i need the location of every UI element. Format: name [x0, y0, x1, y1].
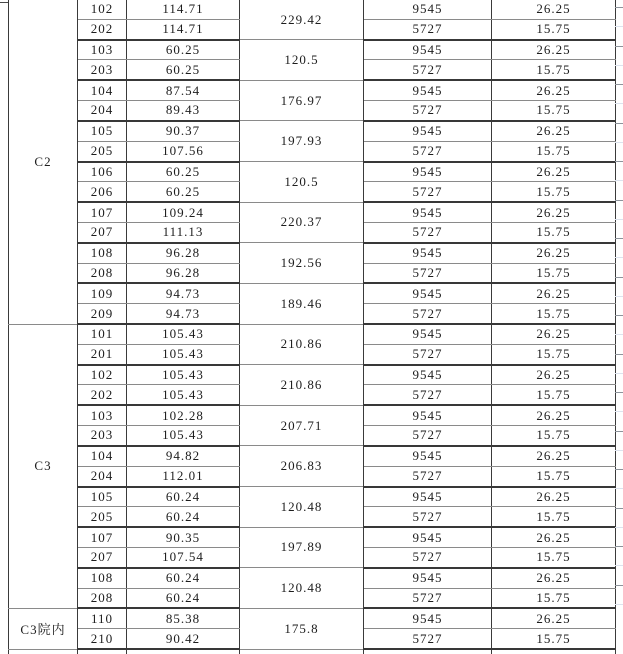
rate-large-cell[interactable]: 9545	[364, 446, 492, 466]
rate-small-cell[interactable]: 15.75	[492, 426, 616, 446]
gridline-stub	[615, 65, 623, 66]
rate-large-cell[interactable]: 9545	[364, 202, 492, 222]
area-cell[interactable]: 60.25	[127, 60, 240, 80]
pair-total-cell[interactable]: 229.42	[240, 0, 364, 40]
rate-small-cell[interactable]: 26.25	[492, 608, 616, 628]
area-cell[interactable]: 85.38	[127, 608, 240, 628]
gridline-stub	[615, 527, 623, 528]
rate-large-cell[interactable]: 5727	[364, 222, 492, 242]
rate-small-cell[interactable]: 15.75	[492, 141, 616, 161]
empty-cell[interactable]	[9, 649, 78, 654]
room-number-cell[interactable]: 207	[78, 222, 127, 242]
rate-large-cell[interactable]: 5727	[364, 19, 492, 39]
area-cell[interactable]: 90.35	[127, 527, 240, 547]
area-cell[interactable]: 94.82	[127, 446, 240, 466]
room-number-cell[interactable]: 208	[78, 588, 127, 608]
room-number-cell[interactable]: 201	[78, 344, 127, 364]
empty-cell[interactable]	[364, 649, 492, 654]
pair-total-cell[interactable]: 207.71	[240, 405, 364, 446]
block-label-cell[interactable]: C3	[9, 324, 78, 608]
pair-total-cell[interactable]: 120.48	[240, 487, 364, 528]
rate-small-cell[interactable]: 15.75	[492, 19, 616, 39]
rate-large-cell[interactable]: 5727	[364, 426, 492, 446]
gridline-stub	[615, 488, 623, 489]
empty-cell[interactable]	[240, 649, 364, 654]
rate-small-cell[interactable]: 15.75	[492, 182, 616, 202]
room-number-cell[interactable]: 103	[78, 405, 127, 425]
rate-small-cell[interactable]: 15.75	[492, 385, 616, 405]
rate-small-cell[interactable]: 15.75	[492, 507, 616, 527]
room-number-cell[interactable]: 206	[78, 182, 127, 202]
gridline-stub	[615, 161, 623, 162]
room-number-cell[interactable]: 204	[78, 101, 127, 121]
table-row	[9, 202, 616, 222]
rate-large-cell[interactable]: 5727	[364, 385, 492, 405]
area-cell[interactable]: 89.43	[127, 101, 240, 121]
gridline-stub	[615, 84, 623, 85]
rate-small-cell[interactable]: 26.25	[492, 162, 616, 182]
room-number-cell[interactable]: 104	[78, 80, 127, 100]
room-number-cell[interactable]: 108	[78, 568, 127, 588]
gridline-stub	[615, 315, 623, 316]
gridline-stub	[615, 180, 623, 181]
rate-large-cell[interactable]: 5727	[364, 344, 492, 364]
rate-small-cell[interactable]: 15.75	[492, 466, 616, 486]
room-number-cell[interactable]: 102	[78, 0, 127, 19]
rate-large-cell[interactable]: 9545	[364, 527, 492, 547]
rate-large-cell[interactable]: 5727	[364, 588, 492, 608]
pair-total-cell[interactable]: 175.8	[240, 608, 364, 649]
empty-cell[interactable]	[492, 649, 616, 654]
rate-small-cell[interactable]: 26.25	[492, 365, 616, 385]
rate-small-cell[interactable]: 15.75	[492, 222, 616, 242]
table-row	[9, 568, 616, 588]
room-number-cell[interactable]: 108	[78, 243, 127, 263]
room-number-cell[interactable]: 103	[78, 40, 127, 60]
pair-total-cell[interactable]: 120.48	[240, 568, 364, 609]
rate-small-cell[interactable]: 26.25	[492, 0, 616, 19]
rate-large-cell[interactable]: 5727	[364, 507, 492, 527]
partial-cropped-row	[9, 649, 616, 654]
rate-large-cell[interactable]: 9545	[364, 365, 492, 385]
rate-large-cell[interactable]: 5727	[364, 466, 492, 486]
area-cell[interactable]: 112.01	[127, 466, 240, 486]
pair-total-cell[interactable]: 210.86	[240, 365, 364, 406]
rate-small-cell[interactable]: 26.25	[492, 405, 616, 425]
rate-small-cell[interactable]: 15.75	[492, 263, 616, 283]
area-cell[interactable]: 90.37	[127, 121, 240, 141]
room-number-cell[interactable]: 204	[78, 466, 127, 486]
table-row	[9, 243, 616, 263]
gridline-stub	[615, 123, 623, 124]
room-number-cell[interactable]: 205	[78, 141, 127, 161]
room-number-cell[interactable]: 210	[78, 629, 127, 649]
rate-small-cell[interactable]: 15.75	[492, 588, 616, 608]
room-number-cell[interactable]: 203	[78, 60, 127, 80]
area-cell[interactable]: 60.24	[127, 487, 240, 507]
gridline-stub	[615, 469, 623, 470]
room-number-cell[interactable]: 202	[78, 385, 127, 405]
gridline-stub	[615, 277, 623, 278]
room-number-cell[interactable]: 205	[78, 507, 127, 527]
gridline-stub	[615, 546, 623, 547]
gridline-stub	[615, 354, 623, 355]
pair-total-cell[interactable]: 120.5	[240, 162, 364, 203]
table-row	[9, 121, 616, 141]
rate-small-cell[interactable]: 15.75	[492, 629, 616, 649]
rate-large-cell[interactable]: 5727	[364, 182, 492, 202]
area-cell[interactable]: 109.24	[127, 202, 240, 222]
pair-total-cell[interactable]: 192.56	[240, 243, 364, 284]
table-row	[9, 80, 616, 100]
gridline-stub	[615, 450, 623, 451]
area-cell[interactable]: 105.43	[127, 426, 240, 446]
room-number-cell[interactable]: 105	[78, 487, 127, 507]
area-cell[interactable]: 96.28	[127, 263, 240, 283]
area-cell[interactable]: 105.43	[127, 365, 240, 385]
rate-small-cell[interactable]: 26.25	[492, 568, 616, 588]
table-row	[9, 162, 616, 182]
rate-small-cell[interactable]: 15.75	[492, 344, 616, 364]
gridline-stub	[615, 585, 623, 586]
room-number-cell[interactable]: 202	[78, 19, 127, 39]
gridline-stub	[615, 257, 623, 258]
pair-total-cell[interactable]: 120.5	[240, 40, 364, 81]
pair-total-cell[interactable]: 206.83	[240, 446, 364, 487]
rate-small-cell[interactable]: 15.75	[492, 101, 616, 121]
rate-small-cell[interactable]: 26.25	[492, 283, 616, 303]
area-cell[interactable]: 107.54	[127, 547, 240, 567]
area-cell[interactable]: 107.56	[127, 141, 240, 161]
gridline-stub	[615, 392, 623, 393]
area-cell[interactable]: 60.24	[127, 568, 240, 588]
rate-large-cell[interactable]: 9545	[364, 324, 492, 344]
gridline-stub	[615, 604, 623, 605]
table-row	[9, 283, 616, 303]
room-number-cell[interactable]: 208	[78, 263, 127, 283]
rate-small-cell[interactable]: 15.75	[492, 60, 616, 80]
gridline-stub	[615, 7, 623, 8]
gridline-stub	[615, 565, 623, 566]
empty-cell[interactable]	[127, 649, 240, 654]
gridline-stub	[615, 373, 623, 374]
gridline-stub	[615, 219, 623, 220]
pair-total-cell[interactable]: 210.86	[240, 324, 364, 365]
room-number-cell[interactable]: 105	[78, 121, 127, 141]
rate-large-cell[interactable]: 9545	[364, 80, 492, 100]
block-label-cell[interactable]: C3院内	[9, 608, 78, 649]
room-number-cell[interactable]: 209	[78, 304, 127, 324]
area-cell[interactable]: 60.25	[127, 162, 240, 182]
gridline-stub	[615, 200, 623, 201]
table-row	[9, 446, 616, 466]
rate-small-cell[interactable]: 26.25	[492, 324, 616, 344]
area-cell[interactable]: 114.71	[127, 19, 240, 39]
area-cell[interactable]: 111.13	[127, 222, 240, 242]
gridline-stub	[615, 46, 623, 47]
rate-large-cell[interactable]: 9545	[364, 568, 492, 588]
rate-small-cell[interactable]: 26.25	[492, 121, 616, 141]
pair-total-cell[interactable]: 197.89	[240, 527, 364, 568]
gridline-stub	[615, 334, 623, 335]
area-cell[interactable]: 94.73	[127, 304, 240, 324]
rate-large-cell[interactable]: 9545	[364, 608, 492, 628]
room-number-cell[interactable]: 207	[78, 547, 127, 567]
sheet-gridline-stubs	[615, 0, 623, 611]
gridline-stub	[615, 296, 623, 297]
area-cell[interactable]: 60.25	[127, 40, 240, 60]
rate-small-cell[interactable]: 26.25	[492, 202, 616, 222]
area-cell[interactable]: 105.43	[127, 324, 240, 344]
area-cell[interactable]: 94.73	[127, 283, 240, 303]
rate-large-cell[interactable]: 5727	[364, 304, 492, 324]
rate-small-cell[interactable]: 26.25	[492, 243, 616, 263]
rate-small-cell[interactable]: 26.25	[492, 487, 616, 507]
table-row	[9, 608, 616, 628]
area-cell[interactable]: 60.24	[127, 588, 240, 608]
area-cell[interactable]: 114.71	[127, 0, 240, 19]
room-number-cell[interactable]: 203	[78, 426, 127, 446]
area-cell[interactable]: 90.42	[127, 629, 240, 649]
room-number-cell[interactable]: 109	[78, 283, 127, 303]
rate-large-cell[interactable]: 9545	[364, 487, 492, 507]
rate-large-cell[interactable]: 9545	[364, 283, 492, 303]
rate-large-cell[interactable]: 5727	[364, 101, 492, 121]
gridline-stub	[615, 26, 623, 27]
area-cell[interactable]: 105.43	[127, 344, 240, 364]
room-number-cell[interactable]: 104	[78, 446, 127, 466]
rate-large-cell[interactable]: 9545	[364, 405, 492, 425]
room-number-cell[interactable]: 110	[78, 608, 127, 628]
rate-small-cell[interactable]: 26.25	[492, 40, 616, 60]
room-number-cell[interactable]: 107	[78, 202, 127, 222]
area-cell[interactable]: 105.43	[127, 385, 240, 405]
table-row	[9, 0, 616, 19]
rate-large-cell[interactable]: 5727	[364, 141, 492, 161]
gridline-stub	[615, 508, 623, 509]
area-cell[interactable]: 87.54	[127, 80, 240, 100]
gridline-stub	[615, 142, 623, 143]
area-cell[interactable]: 60.25	[127, 182, 240, 202]
empty-cell[interactable]	[78, 649, 127, 654]
rate-large-cell[interactable]: 5727	[364, 629, 492, 649]
area-cell[interactable]: 96.28	[127, 243, 240, 263]
room-number-cell[interactable]: 106	[78, 162, 127, 182]
rate-large-cell[interactable]: 5727	[364, 60, 492, 80]
rate-large-cell[interactable]: 5727	[364, 263, 492, 283]
table-row	[9, 365, 616, 385]
table-row	[9, 324, 616, 344]
pair-total-cell[interactable]: 176.97	[240, 80, 364, 121]
rate-large-cell[interactable]: 9545	[364, 243, 492, 263]
room-number-cell[interactable]: 107	[78, 527, 127, 547]
rate-small-cell[interactable]: 15.75	[492, 304, 616, 324]
data-table	[8, 0, 616, 654]
gridline-stub	[615, 103, 623, 104]
room-number-cell[interactable]: 102	[78, 365, 127, 385]
area-cell[interactable]: 102.28	[127, 405, 240, 425]
table-row	[9, 527, 616, 547]
area-cell[interactable]: 60.24	[127, 507, 240, 527]
room-number-cell[interactable]: 101	[78, 324, 127, 344]
pair-total-cell[interactable]: 220.37	[240, 202, 364, 243]
table-row	[9, 487, 616, 507]
gridline-stub	[615, 411, 623, 412]
rate-large-cell[interactable]: 9545	[364, 162, 492, 182]
table-row	[9, 40, 616, 60]
block-label-cell[interactable]: C2	[9, 0, 78, 324]
gridline-stub	[615, 238, 623, 239]
pair-total-cell[interactable]: 197.93	[240, 121, 364, 162]
rate-small-cell[interactable]: 15.75	[492, 547, 616, 567]
rate-large-cell[interactable]: 9545	[364, 40, 492, 60]
gridline-stub	[615, 431, 623, 432]
pair-total-cell[interactable]: 189.46	[240, 283, 364, 324]
rate-small-cell[interactable]: 26.25	[492, 527, 616, 547]
rate-large-cell[interactable]: 9545	[364, 0, 492, 19]
table-row	[9, 405, 616, 425]
rate-small-cell[interactable]: 26.25	[492, 80, 616, 100]
rate-large-cell[interactable]: 5727	[364, 547, 492, 567]
rate-large-cell[interactable]: 9545	[364, 121, 492, 141]
rate-small-cell[interactable]: 26.25	[492, 446, 616, 466]
